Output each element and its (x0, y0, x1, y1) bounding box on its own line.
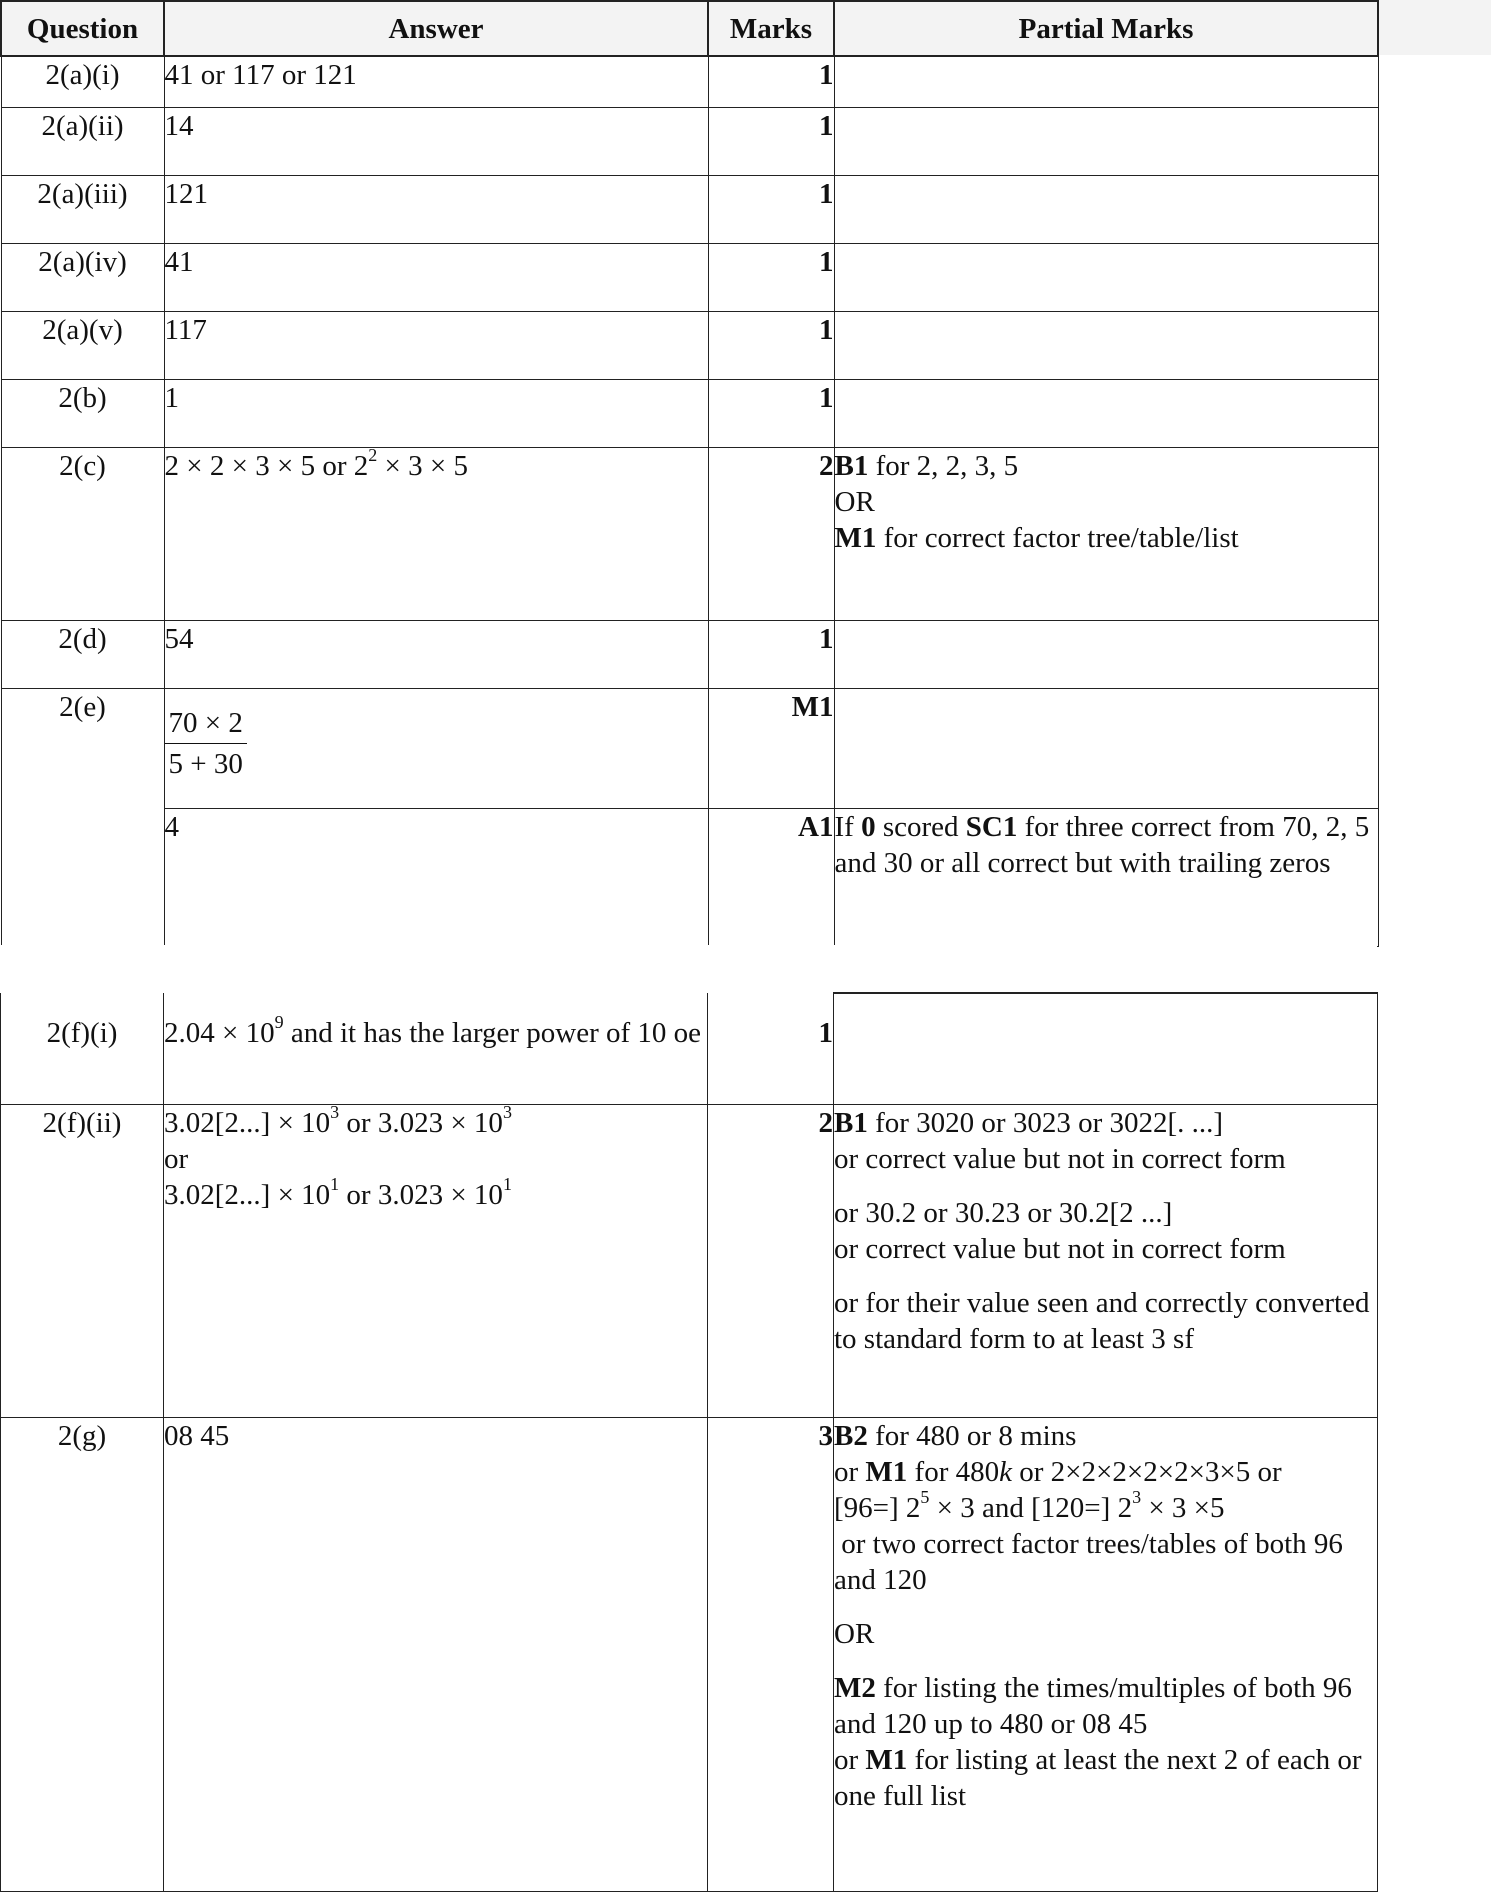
marks-cell: 1 (708, 175, 834, 243)
answer-cell: 54 (164, 620, 708, 688)
spacer (834, 1652, 1377, 1670)
answer-cell (164, 444, 708, 620)
header-marks: Marks (708, 1, 834, 56)
table-row (1, 243, 1378, 311)
mark-code: M2 (834, 1671, 876, 1704)
partial-text: for listing the times/multiples of both 96 and 120 up to 480 or 08 45 (834, 1671, 1352, 1740)
exponent: 9 (274, 1012, 284, 1033)
variable-k: k (999, 1455, 1012, 1488)
answer-text: or (164, 1142, 189, 1175)
question-cell: 2(c) (1, 447, 164, 620)
spacer (834, 1177, 1377, 1195)
partial-text: or correct value but not in correct form (834, 1142, 1286, 1175)
partial-marks-cell (834, 107, 1378, 175)
table-row (1, 56, 1378, 107)
answer-cell (164, 688, 708, 808)
answer-text: 3.02[2...] × 10 (164, 1178, 331, 1211)
marks-cell: M1 (708, 688, 834, 808)
table-row (1, 993, 1378, 1104)
marks-cell: 2 (708, 447, 834, 620)
answer-cell: 08 45 (164, 1417, 708, 1891)
answer-cell (164, 1101, 708, 1417)
answer-text: or 3.023 × 10 (339, 1106, 503, 1139)
mark-code: M1 (865, 1455, 908, 1488)
answer-cell: 4 (164, 808, 708, 946)
partial-marks-cell (834, 447, 1378, 620)
exponent: 3 (502, 1101, 512, 1122)
mark-code: M1 (865, 1743, 908, 1776)
answer-text: 3.02[2...] × 10 (164, 1106, 331, 1139)
question-cell: 2(e) (1, 688, 164, 946)
question-cell: 2(b) (1, 379, 164, 447)
partial-text: or (834, 1455, 866, 1488)
marks-cell: 1 (708, 56, 834, 107)
table-row (1, 447, 1378, 620)
mark-scheme-table-bottom (0, 992, 1378, 1892)
partial-text: or two correct factor trees/tables of both 96 and 120 (834, 1527, 1351, 1596)
partial-marks-cell (834, 808, 1378, 946)
answer-text: or 3.023 × 10 (339, 1178, 503, 1211)
question-cell: 2(f)(ii) (1, 1104, 164, 1417)
mark-code: M1 (834, 521, 877, 554)
answer-text: × 3 × 5 (377, 449, 468, 482)
answer-cell: 117 (164, 311, 708, 379)
table-row (1, 175, 1378, 243)
partial-marks-cell (834, 688, 1378, 808)
partial-text: × 3 and [120=] 2 (929, 1491, 1133, 1524)
partial-marks-cell (834, 243, 1378, 311)
answer-text: 2.04 × 10 (164, 1017, 275, 1049)
answer-cell: 14 (164, 107, 708, 175)
spacer (834, 1598, 1377, 1616)
header-row (1, 1, 1378, 56)
fraction (165, 703, 247, 784)
answer-text: 2 × 2 × 3 × 5 or 2 (164, 449, 369, 482)
partial-marks-cell (834, 311, 1378, 379)
partial-marks-cell (834, 56, 1378, 107)
fraction-numerator: 70 × 2 (165, 703, 247, 744)
partial-text: If (834, 810, 862, 843)
spacer (834, 1267, 1377, 1285)
table-row (1, 311, 1378, 379)
question-cell: 2(a)(iv) (1, 243, 164, 311)
partial-text: × 3 ×5 (1141, 1491, 1225, 1524)
partial-text: for three correct from 70, 2, 5 and 30 or all correct but with trailing zeros (834, 810, 1370, 879)
partial-text: OR (834, 485, 875, 518)
question-cell: 2(a)(ii) (1, 107, 164, 175)
question-cell: 2(g) (1, 1417, 164, 1891)
header-answer: Answer (164, 1, 708, 56)
partial-marks-cell (834, 1417, 1378, 1891)
marks-cell: 3 (708, 1417, 834, 1891)
answer-cell: 121 (164, 175, 708, 243)
exponent: 2 (368, 444, 378, 465)
mark-code: B1 (834, 1106, 868, 1139)
question-cell: 2(a)(iii) (1, 175, 164, 243)
partial-text: for 3020 or 3023 or 3022[. ...] (867, 1106, 1224, 1139)
table-row (1, 107, 1378, 175)
marks-cell: 1 (708, 379, 834, 447)
table-row (1, 379, 1378, 447)
exponent: 1 (330, 1173, 340, 1194)
header-partial-marks: Partial Marks (834, 1, 1378, 56)
table-row (1, 620, 1378, 688)
partial-text: [96=] 2 (834, 1491, 921, 1524)
exponent: 3 (1132, 1486, 1142, 1507)
partial-text: or 2×2×2×2×2×3×5 or (1012, 1455, 1282, 1488)
partial-text: for 480 (907, 1455, 1000, 1488)
exponent: 5 (920, 1486, 930, 1507)
partial-text: scored (875, 810, 966, 843)
partial-marks-cell (834, 993, 1378, 1104)
answer-cell: 41 or 117 or 121 (164, 56, 708, 107)
question-cell: 2(f)(i) (1, 993, 164, 1104)
marks-cell: 2 (708, 1104, 834, 1417)
fraction-denominator: 5 + 30 (168, 747, 243, 780)
page-gap (0, 945, 1377, 992)
question-cell: 2(a)(v) (1, 311, 164, 379)
mark-code: B2 (834, 1419, 868, 1452)
table-row (1, 1104, 1378, 1417)
partial-text: or 30.2 or 30.23 or 30.2[2 ...] (834, 1196, 1173, 1229)
table-row (1, 688, 1378, 808)
answer-cell: 1 (164, 379, 708, 447)
question-cell: 2(d) (1, 620, 164, 688)
answer-cell (164, 993, 708, 1104)
marks-cell: 1 (708, 993, 834, 1104)
mark-code: 0 (861, 810, 876, 843)
header-question: Question (1, 1, 164, 56)
question-cell: 2(a)(i) (1, 56, 164, 107)
partial-marks-cell (834, 379, 1378, 447)
marks-cell: 1 (708, 311, 834, 379)
exponent: 1 (502, 1173, 512, 1194)
partial-text: or correct value but not in correct form (834, 1232, 1286, 1265)
marks-cell: 1 (708, 620, 834, 688)
partial-text: for 2, 2, 3, 5 (868, 449, 1019, 482)
marks-cell: A1 (708, 808, 834, 946)
partial-text: OR (834, 1617, 875, 1650)
marks-cell: 1 (708, 243, 834, 311)
table-row (1, 1417, 1378, 1891)
mark-code: B1 (834, 449, 869, 482)
partial-text: for listing at least the next 2 of each or one full list (834, 1743, 1362, 1812)
mark-code: SC1 (965, 810, 1018, 843)
answer-text: and it has the larger power of 10 oe (283, 1017, 702, 1049)
partial-text: for 480 or 8 mins (867, 1419, 1077, 1452)
answer-cell: 41 (164, 243, 708, 311)
mark-scheme-table-top (0, 0, 1379, 947)
partial-text: or for their value seen and correctly converted to standard form to at least 3 sf (834, 1286, 1370, 1355)
table-row (1, 808, 1378, 946)
partial-text: or (834, 1743, 866, 1776)
partial-marks-cell (834, 175, 1378, 243)
partial-text: for correct factor tree/table/list (876, 521, 1239, 554)
exponent: 3 (330, 1101, 340, 1122)
partial-marks-cell (834, 1104, 1378, 1417)
partial-marks-cell (834, 620, 1378, 688)
marks-cell: 1 (708, 107, 834, 175)
